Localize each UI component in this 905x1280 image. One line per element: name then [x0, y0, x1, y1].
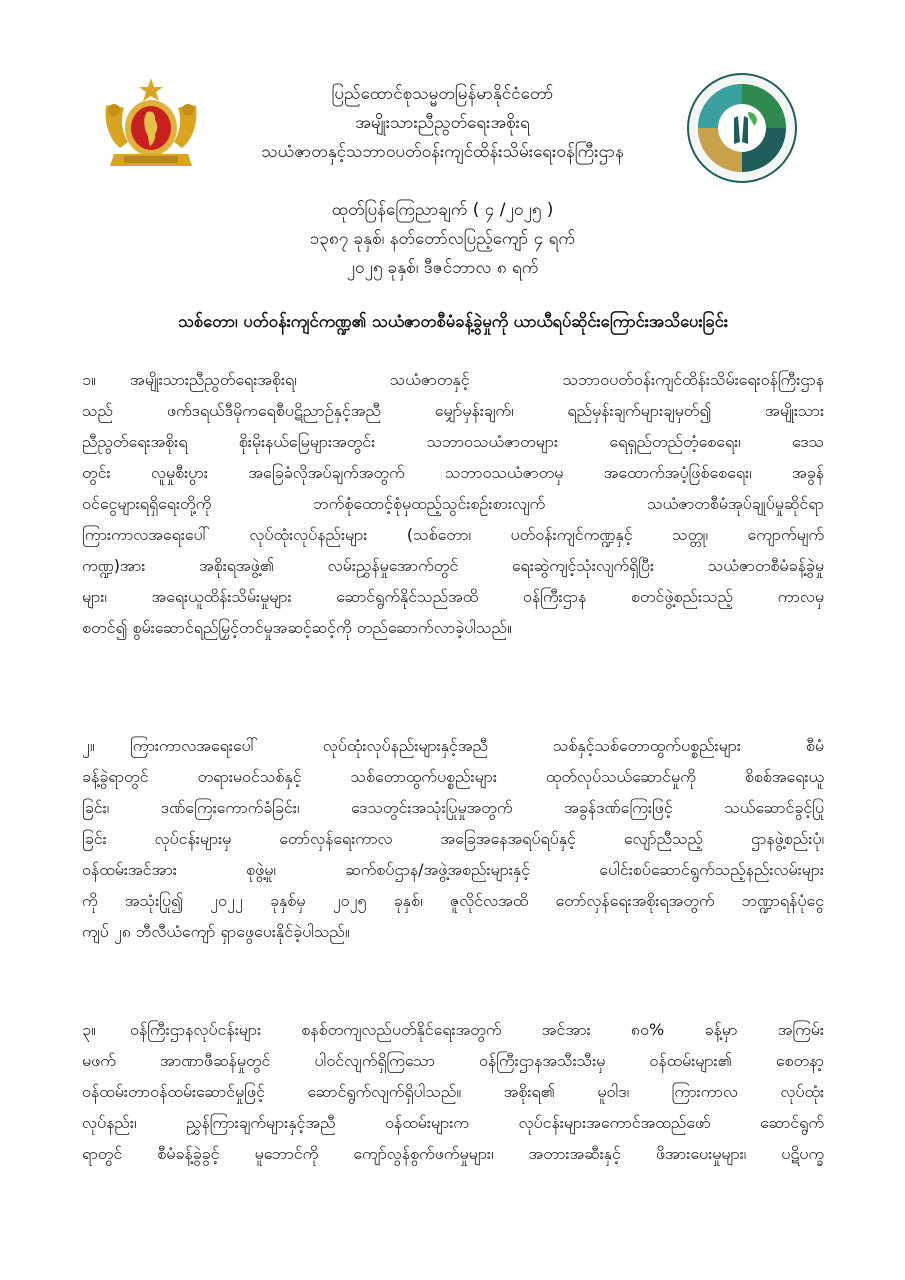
- notice-info: [205, 196, 680, 283]
- paragraph-line: ဝန်ထမ်းတာဝန်ထမ်းဆောင်မှုဖြင့် ဆောင်ရွက်လျက်ရှိပါသည်။ အစိုးရ၏ မူဝါဒ၊ ကြားကာလ လုပ်ထုံး: [82, 1082, 824, 1101]
- government-name: အမျိုးသားညီညွတ်ရေးအစိုးရ: [355, 113, 530, 133]
- notice-date-gregorian: ၂၀၂၅ ခုနှစ်၊ ဒီဇင်ဘာလ ၈ ရက်: [346, 258, 539, 278]
- paragraph-number: ၁။: [82, 370, 96, 389]
- notice-date-myanmar: ၁၃၈၇ ခုနှစ်၊ နတ်တော်လပြည့်ကျော် ၄ ရက်: [309, 229, 576, 249]
- paragraph-line: ရာတွင် စီမံခန့်ခွဲခွင့် မူဘောင်ကို ကျော်လွန်စွက်ဖက်မှုများ၊ အတားအဆီးနှင့် ဖိအားပေးမှုများ၊ ပဋိပက္ခ: [82, 1144, 824, 1163]
- country-name: ပြည်ထောင်စုသမ္မတမြန်မာနိုင်ငံတော်: [331, 84, 554, 104]
- paragraph-line: ခြင်း လုပ်ငန်းများမှ တော်လှန်ရေးကာလ အခြေအနေအရပ်ရပ်နှင့် လျော်ညီသည့် ဌာနဖွဲ့စည်းပုံ၊: [82, 829, 824, 848]
- paragraph-line: တွင်း လူမှုစီးပွား အခြေခံလိုအပ်ချက်အတွက် သဘာဝသယံဇာတမှ အထောက်အပံ့ဖြစ်စေရေး၊ အခွန်: [82, 463, 824, 482]
- paragraph-3: [82, 1014, 824, 1169]
- paragraph-line: ၁။ အမျိုးသားညီညွတ်ရေးအစိုးရ၊ သယံဇာတနှင့် သဘာဝပတ်ဝန်းကျင်ထိန်းသိမ်းရေးဝန်ကြီးဌာန: [82, 364, 824, 395]
- paragraph-1: [82, 364, 824, 643]
- paragraph-line: ကဏ္ဍ)အား အစိုးရအဖွဲ့၏ လမ်းညွှန်မှုအောက်တွင် ရေးဆွဲကျင့်သုံးလျက်ရှိပြီး သယံဇာတစီမံခန့်ခွဲမှု: [82, 556, 824, 575]
- paragraph-line: သည် ဖက်ဒရယ်ဒီမိုကရေစီပဋိညာဉ်နှင့်အညီ မျှော်မှန်းချက်၊ ရည်မှန်းချက်များချမှတ်၍ အမျိုးသား: [82, 401, 824, 420]
- paragraph-2: [82, 730, 824, 947]
- paragraph-line: များ၊ အရေးယူထိန်းသိမ်းမှုများ ဆောင်ရွက်နိုင်သည်အထိ ဝန်ကြီးဌာန စတင်ဖွဲ့စည်းသည့် ကာလမှ: [82, 587, 824, 606]
- paragraph-line: ညီညွတ်ရေးအစိုးရ စိုးမိုးနယ်မြေများအတွင်း သဘာဝသယံဇာတများ ရေရှည်တည်တံ့စေရေး၊ ဒေသ: [82, 432, 824, 451]
- paragraph-line: စတင်၍ စွမ်းဆောင်ရည်မြှင့်တင်မှုအဆင့်ဆင့်ကို တည်ဆောက်လာခဲ့ပါသည်။: [82, 618, 512, 637]
- ministry-name: သယံဇာတနှင့်သဘာဝပတ်ဝန်းကျင်ထိန်းသိမ်းရေးဝန်ကြီးဌာန: [261, 142, 624, 162]
- paragraph-number: ၂။: [82, 736, 95, 755]
- paragraph-line: ဝင်ငွေများရရှိရေးတို့ကို ဘက်စုံထောင့်စုံမှထည့်သွင်းစဉ်းစားလျက် သယံဇာတစီမံအုပ်ချုပ်မှုဆိုင်ရာ: [82, 494, 824, 513]
- paragraph-line: လုပ်နည်း၊ ညွှန်ကြားချက်များနှင့်အညီ ဝန်ထမ်းများက လုပ်ငန်းများအကောင်အထည်ဖော် ဆောင်ရွက်: [82, 1113, 824, 1132]
- notice-number: ထုတ်ပြန်ကြေညာချက် ( ၄ /၂၀၂၅ ): [331, 200, 554, 220]
- paragraph-line: ဝန်ထမ်းအင်အား စုဖွဲ့မှု၊ ဆက်စပ်ဌာန/အဖွဲ့အစည်းများနှင့် ပေါင်းစပ်ဆောင်ရွက်သည့်နည်းလမ်းများ: [82, 860, 824, 879]
- ministry-logo: [686, 72, 798, 184]
- paragraph-number: ၃။: [82, 1020, 96, 1039]
- paragraph-line: ကျပ် ၂၈ ဘီလီယံကျော် ရှာဖွေပေးနိုင်ခဲ့ပါသည်။: [82, 922, 350, 941]
- paragraph-line: ခြင်း၊ ဒဏ်ကြေးကောက်ခံခြင်း၊ ဒေသတွင်းအသုံးပြုမှုအတွက် အခွန်ဒဏ်ကြေးဖြင့် သယ်ဆောင်ခွင့်ပြု: [82, 798, 824, 817]
- paragraph-line: မဖက် အာဏာဖီဆန်မှုတွင် ပါဝင်လျက်ရှိကြသော ဝန်ကြီးဌာနအသီးသီးမှ ဝန်ထမ်းများ၏ စေတနာ့: [82, 1051, 824, 1070]
- paragraph-line: ၂။ ကြားကာလအရေးပေါ် လုပ်ထုံးလုပ်နည်းများနှင့်အညီ သစ်နှင့်သစ်တောထွက်ပစ္စည်းများ စီမံ: [82, 730, 824, 761]
- paragraph-line: ကြားကာလအရေးပေါ် လုပ်ထုံးလုပ်နည်းများ (သစ်တော၊ ပတ်ဝန်းကျင်ကဏ္ဍနှင့် သတ္တု၊ ကျောက်မျက်: [82, 525, 824, 544]
- paragraph-line: ခန့်ခွဲရာတွင် တရားမဝင်သစ်နှင့် သစ်တောထွက်ပစ္စည်းများ ထုတ်လုပ်သယ်ဆောင်မှုကို စိစစ်အရေးယူ: [82, 767, 824, 786]
- state-emblem-logo: [100, 76, 202, 172]
- paragraph-line: ကို အသုံးပြု၍ ၂၀၂၂ ခုနှစ်မှ ၂၀၂၅ ခုနှစ်၊ ဇူလိုင်လအထိ တော်လှန်ရေးအစိုးရအတွက် ဘဏ္ဍာရန်ပုံငွေ: [82, 891, 824, 910]
- paragraph-line: ၃။ ဝန်ကြီးဌာနလုပ်ငန်းများ စနစ်တကျလည်ပတ်နိုင်ရေးအတွက် အင်အား ၈၀% ခန့်မှာ အကြမ်း: [82, 1014, 824, 1045]
- document-header: [205, 80, 680, 167]
- notice-subject: သစ်တော၊ ပတ်ဝန်းကျင်ကဏ္ဍ၏ သယံဇာတစီမံခန့်ခွဲမှုကို ယာယီရပ်ဆိုင်းကြောင်းအသိပေးခြင်း: [177, 312, 729, 331]
